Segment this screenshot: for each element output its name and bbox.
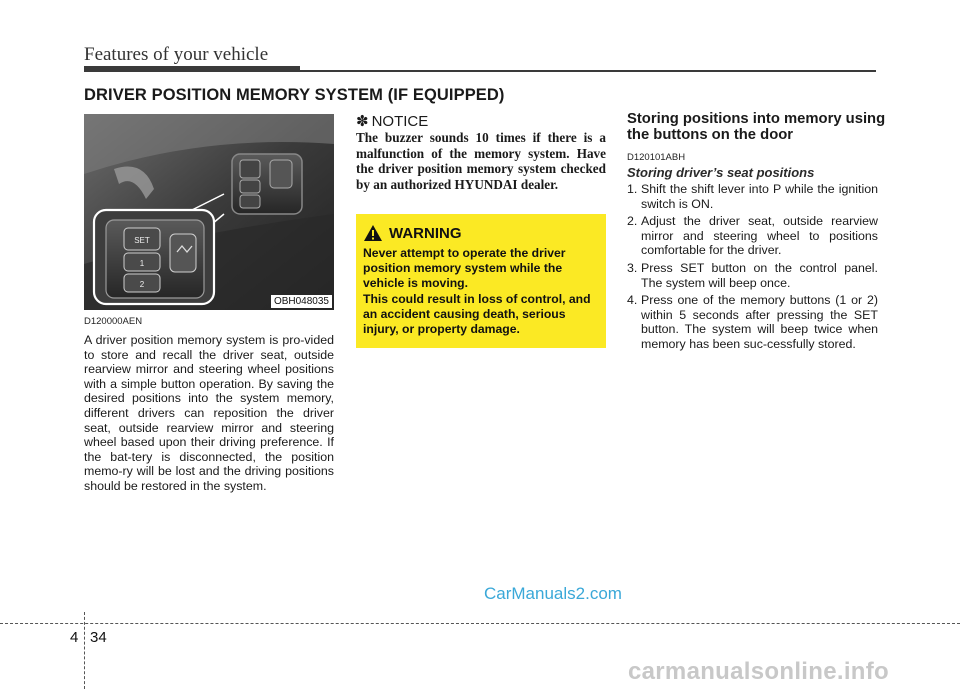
list-item bbox=[627, 261, 878, 290]
step-text: Press SET button on the control panel. The system will beep once. bbox=[641, 260, 878, 290]
door-panel-photo bbox=[84, 114, 334, 310]
list-item bbox=[627, 182, 878, 211]
intro-text: A driver position memory system is pro-vided to store and recall the driver seat, outside rearview mirror and steering wheel positions with a simple button operation. By saving the desired positions into the system memory, different drivers can reposition the driver seat, outside rearview mirror and steering wheel based upon their driving preference. If the bat-tery is disconnected, the position memo-ry will be lost and the driving positions should be restored in the system. bbox=[84, 333, 334, 493]
warning-title: WARNING bbox=[389, 224, 462, 242]
warning-triangle-icon bbox=[363, 224, 383, 242]
warning-line-2: This could result in loss of control, and an accident causing death, serious injury, or property damage. bbox=[363, 291, 591, 337]
step-text: Shift the shift lever into P while the ignition switch is ON. bbox=[641, 182, 878, 211]
warning-text bbox=[363, 246, 599, 337]
list-item bbox=[627, 214, 878, 258]
photo-button-1-label: 1 bbox=[139, 259, 145, 268]
notice-text: The buzzer sounds 10 times if there is a malfunction of the memory system. Have the driver position memory system checked by an authorized HYUNDAI dealer. bbox=[356, 130, 606, 192]
storing-code: D120101ABH bbox=[627, 152, 686, 163]
notice-star-icon: ✽ bbox=[356, 113, 369, 130]
header-rule-thick bbox=[84, 66, 300, 72]
intro-code: D120000AEN bbox=[84, 316, 143, 327]
photo-caption: OBH048035 bbox=[271, 295, 332, 308]
footer-vertical-rule bbox=[84, 612, 85, 689]
header-rule-thin bbox=[300, 70, 876, 72]
photo-button-2-label: 2 bbox=[139, 280, 145, 289]
warning-header bbox=[363, 224, 599, 242]
storing-subheading: Storing driver’s seat positions bbox=[627, 165, 815, 180]
notice-title bbox=[356, 112, 428, 130]
watermark-link-carmanuals2[interactable]: CarManuals2.com bbox=[484, 584, 622, 603]
notice-title-text: NOTICE bbox=[371, 113, 429, 130]
step-number: 2. bbox=[627, 214, 638, 229]
warning-box bbox=[356, 214, 606, 348]
photo-set-label: SET bbox=[134, 236, 150, 245]
section-title: DRIVER POSITION MEMORY SYSTEM (IF EQUIPPED) bbox=[84, 86, 505, 104]
footer-rule bbox=[0, 623, 960, 624]
list-item bbox=[627, 293, 878, 351]
step-text: Press one of the memory buttons (1 or 2) within 5 seconds after pressing the SET button. The system will beep twice when memory has been suc-cessfully stored. bbox=[641, 293, 878, 351]
storing-heading: Storing positions into memory using the buttons on the door bbox=[627, 111, 886, 143]
storing-steps-list bbox=[627, 182, 878, 355]
page-number: 34 bbox=[90, 629, 107, 646]
step-text: Adjust the driver seat, outside rearview mirror and steering wheel to positions comfortable for the driver. bbox=[641, 214, 878, 258]
door-panel-illustration bbox=[84, 114, 334, 310]
warning-line-1: Never attempt to operate the driver position memory system while the vehicle is moving. bbox=[363, 246, 566, 291]
step-number: 1. bbox=[627, 182, 638, 196]
header-title: Features of your vehicle bbox=[84, 44, 269, 65]
chapter-number: 4 bbox=[70, 629, 79, 646]
watermark-carmanualsonline: carmanualsonline.info bbox=[628, 658, 890, 685]
step-number: 4. bbox=[627, 293, 638, 308]
step-number: 3. bbox=[627, 260, 638, 275]
